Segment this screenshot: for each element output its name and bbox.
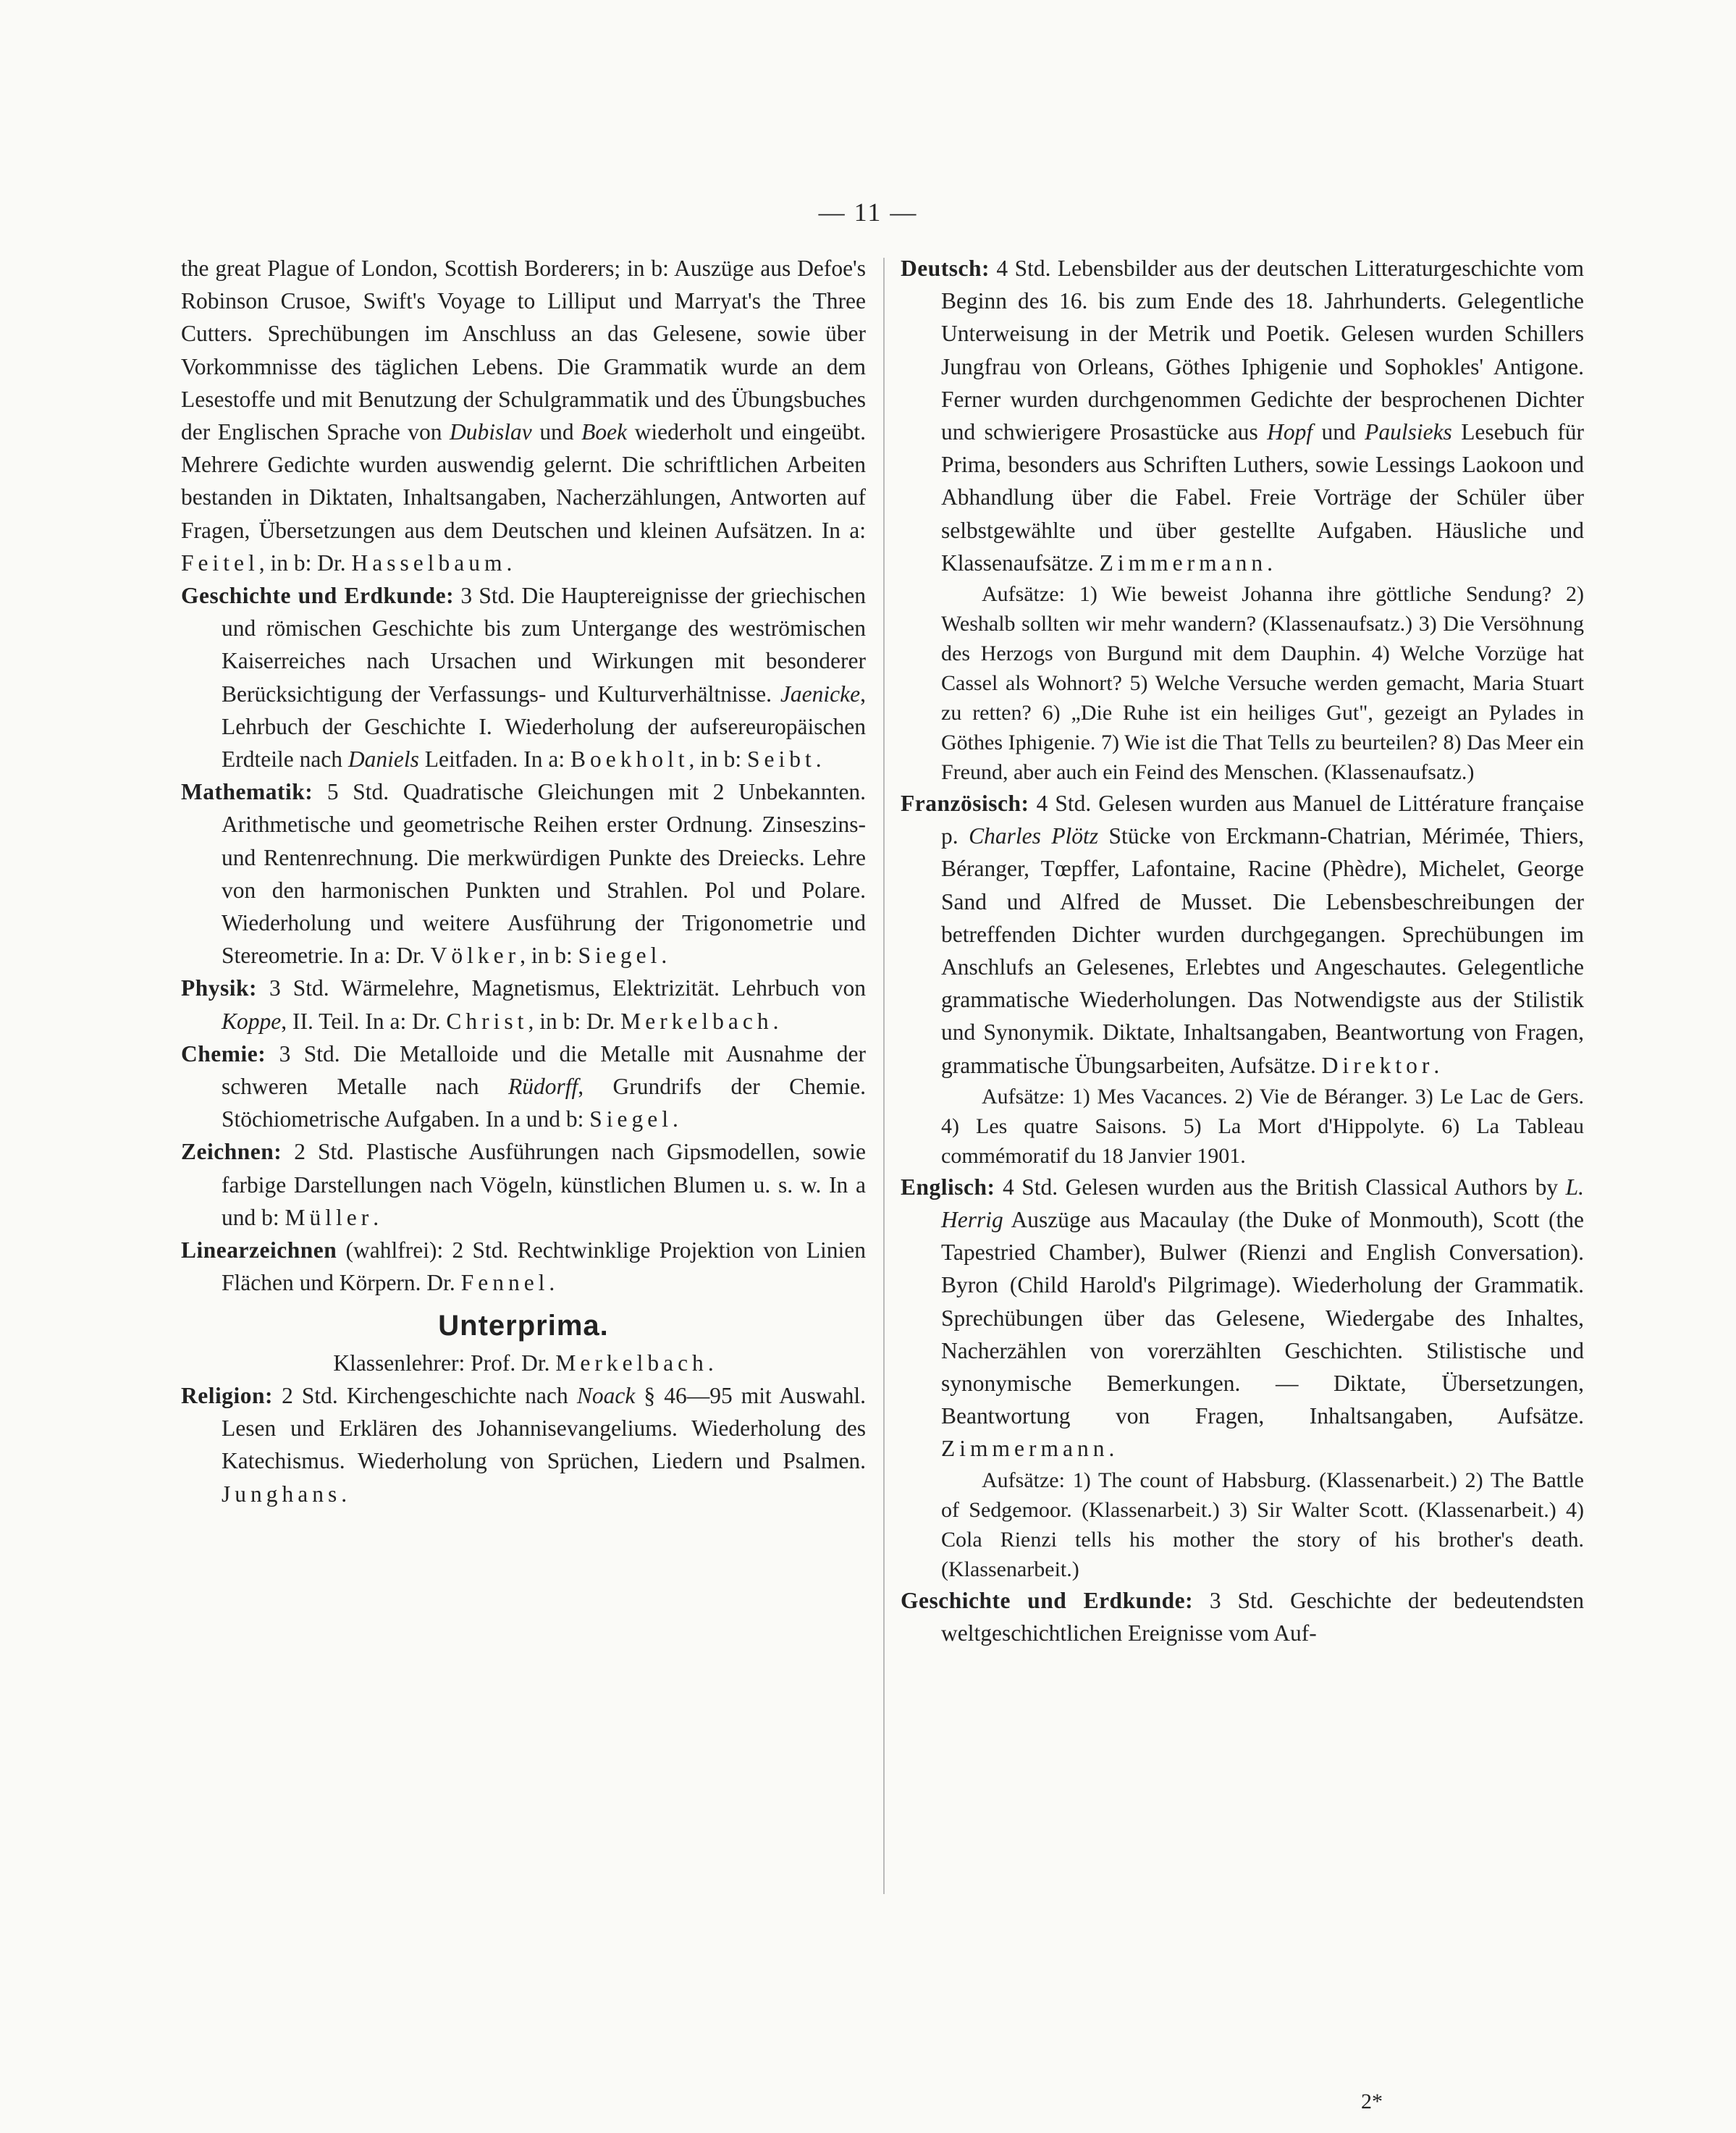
linearzeichnen-paragraph: Linearzeichnen (wahlfrei): 2 Std. Rechtwinklige Projektion von Linien Flächen und Körpern. Dr. Fennel. (181, 1237, 866, 1296)
class-teacher-line: Klassenlehrer: Prof. Dr. Merkelbach. (333, 1350, 714, 1376)
englisch-essays: Aufsätze: 1) The count of Habsburg. (Klassenarbeit.) 2) The Battle of Sedgemoor. (Klassenarbeit.) 3) Sir Walter Scott. (Klassenarbeit.) 4) Cola Rienzi tells his mother the story of his brother's death. (Klassenarbeit.) (941, 1468, 1584, 1581)
section-heading: Unterprima. (438, 1309, 609, 1342)
intro-paragraph: the great Plague of London, Scottish Borderers; in b: Auszüge aus Defoe's Robinson Crusoe, Swift's Voyage to Lilliput und Marryat's the Three Cutters. Sprechübungen im Anschluss an das Gelesene, sowie über Vorkommnisse des täglichen Lebens. Die Grammatik wurde an dem Lesestoffe und mit Benutzung der Schulgrammatik und des Übungsbuches der Englischen Sprache von Dubislav und Boek wiederholt und eingeübt. Mehrere Gedichte wurden auswendig gelernt. Die schriftlichen Arbeiten bestanden in Diktaten, Inhaltsangaben, Nacherzählungen, Antworten auf Fragen, Übersetzungen aus dem Deutschen und kleinen Aufsätzen. In a: Feitel, in b: Dr. Hasselbaum. (181, 256, 867, 576)
subject-label: Deutsch: (901, 256, 990, 281)
subject-label: Geschichte und Erdkunde: (181, 583, 455, 609)
subject-label: Mathematik: (181, 779, 313, 805)
geschichte-erdkunde-paragraph: Geschichte und Erdkunde: 3 Std. Geschichte der bedeutendsten weltgeschichtlichen Ereignisse vom Auf- (901, 1587, 1585, 1646)
subject-label: Linearzeichnen (181, 1237, 337, 1263)
deutsch-paragraph: Deutsch: 4 Std. Lebensbilder aus der deutschen Litteraturgeschichte vom Beginn des 16. bis zum Ende des 18. Jahrhunderts. Gelegentliche Unterweisung in der Metrik und Poetik. Gelesen wurden Schillers Jungfrau von Orleans, Göthes Iphigenie und Sophokles' Antigone. Ferner wurden durchgenommen Gedichte der besprochenen Dichter und schwierigere Prosastücke aus Hopf und Paulsieks Lesebuch für Prima, besonders aus Schriften Luthers, sowie Lessings Laokoon und Abhandlung über die Fabel. Freie Vorträge der Schüler über selbstgewählte und über gestellte Aufgaben. Häusliche und Klassenaufsätze. Zimmermann. (901, 256, 1584, 576)
franzoesisch-essays: Aufsätze: 1) Mes Vacances. 2) Vie de Béranger. 3) Le Lac de Gers. 4) Les quatre Saisons. 5) La Mort d'Hippolyte. 6) La Tableau commémoratif du 18 Janvier 1901. (941, 1084, 1584, 1168)
subject-label: Englisch: (901, 1174, 995, 1200)
deutsch-essays: Aufsätze: 1) Wie beweist Johanna ihre göttliche Sendung? 2) Weshalb sollten wir mehr wandern? (Klassenaufsatz.) 3) Die Versöhnung des Herzogs von Burgund mit dem Dauphin. 4) Welche Vorzüge hat Cassel als Wohnort? 5) Welche Versuche werden gemacht, Maria Stuart zu retten? 6) „Die Ruhe ist ein heiliges Gut", gezeigt an Pylades in Göthes Iphigenie. 7) Wie ist die That Tells zu beurteilen? 8) Das Meer ein Freund, aber auch ein Feind des Menschen. (Klassenaufsatz.) (941, 582, 1584, 785)
subject-label: Physik: (181, 975, 258, 1001)
religion-paragraph: Religion: 2 Std. Kirchengeschichte nach Noack § 46—95 mit Auswahl. Lesen und Erklären des Johannisevangeliums. Wiederholung des Katechismus. Wiederholung von Sprüchen, Liedern und Psalmen. Junghans. (181, 1382, 867, 1507)
geschichte-paragraph: Geschichte und Erdkunde: 3 Std. Die Hauptereignisse der griechischen und römischen Geschichte bis zum Untergange des weströmischen Kaiserreiches nach Ursachen und Wirkungen mit besonderer Berücksichtigung der Verfassungs- und Kulturverhältnisse. Jaenicke, Lehrbuch der Geschichte I. Wiederholung der aufsereuropäischen Erdteile nach Daniels Leitfaden. In a: Boekholt, in b: Seibt. (181, 583, 867, 773)
zeichnen-paragraph: Zeichnen: 2 Std. Plastische Ausführungen nach Gipsmodellen, sowie farbige Darstellungen nach Vögeln, künstlichen Blumen u. s. w. In a und b: Müller. (181, 1139, 866, 1230)
physik-paragraph: Physik: 3 Std. Wärmelehre, Magnetismus, Elektrizität. Lehrbuch von Koppe, II. Teil. In a: Dr. Christ, in b: Dr. Merkelbach. (181, 975, 866, 1034)
subject-label: Chemie: (181, 1040, 266, 1066)
column-divider (883, 258, 885, 1894)
subject-label: Geschichte und Erdkunde: (901, 1587, 1194, 1613)
page-number: — 11 — (818, 198, 918, 227)
right-column (901, 252, 1584, 1649)
subject-label: Zeichnen: (181, 1139, 282, 1165)
signature-mark: 2* (1361, 2090, 1383, 2113)
subject-label: Religion: (181, 1382, 273, 1408)
mathematik-paragraph: Mathematik: 5 Std. Quadratische Gleichungen mit 2 Unbekannten. Arithmetische und geometrische Reihen erster Ordnung. Zinseszins- und Rentenrechnung. Die merkwürdigen Punkte des Dreiecks. Lehre von den harmonischen Punkten und Strahlen. Pol und Polare. Wiederholung und weitere Ausführung der Trigonometrie und Stereometrie. In a: Dr. Völker, in b: Siegel. (181, 779, 866, 969)
franzoesisch-paragraph: Französisch: 4 Std. Gelesen wurden aus Manuel de Littérature française p. Charles Plötz Stücke von Erckmann-Chatrian, Mérimée, Thiers, Béranger, Tœpffer, Lafontaine, Racine (Phèdre), Michelet, George Sand und Alfred de Musset. Die Lebensbeschreibungen der betreffenden Dichter wurden durchgegangen. Sprechübungen im Anschlufs an Gelesenes, Erlebtes und Angeschautes. Gelegentliche grammatische Wiederholungen. Das Notwendigste aus der Stilistik und Synonymik. Diktate, Inhaltsangaben, Beantwortung von Fragen, grammatische Übungsarbeiten, Aufsätze. Direktor. (901, 791, 1585, 1078)
left-column (181, 252, 866, 1510)
englisch-paragraph: Englisch: 4 Std. Gelesen wurden aus the British Classical Authors by L. Herrig Auszüge aus Macaulay (the Duke of Monmouth), Scott (the Tapestried Chamber), Bulwer (Rienzi and English Conversation). Byron (Child Harold's Pilgrimage). Wiederholung der Grammatik. Sprechübungen über das Gelesene, Wiedergabe des Inhaltes, Nacherzählen von vorerzählten Geschichten. Stilistische und synonymische Bemerkungen. — Diktate, Übersetzungen, Beantwortung von Fragen, Inhaltsangaben, Aufsätze. Zimmermann. (901, 1174, 1584, 1462)
subject-label: Französisch: (901, 791, 1029, 817)
chemie-paragraph: Chemie: 3 Std. Die Metalloide und die Metalle mit Ausnahme der schweren Metalle nach Rüdorff, Grundrifs der Chemie. Stöchiometrische Aufgaben. In a und b: Siegel. (181, 1040, 866, 1132)
